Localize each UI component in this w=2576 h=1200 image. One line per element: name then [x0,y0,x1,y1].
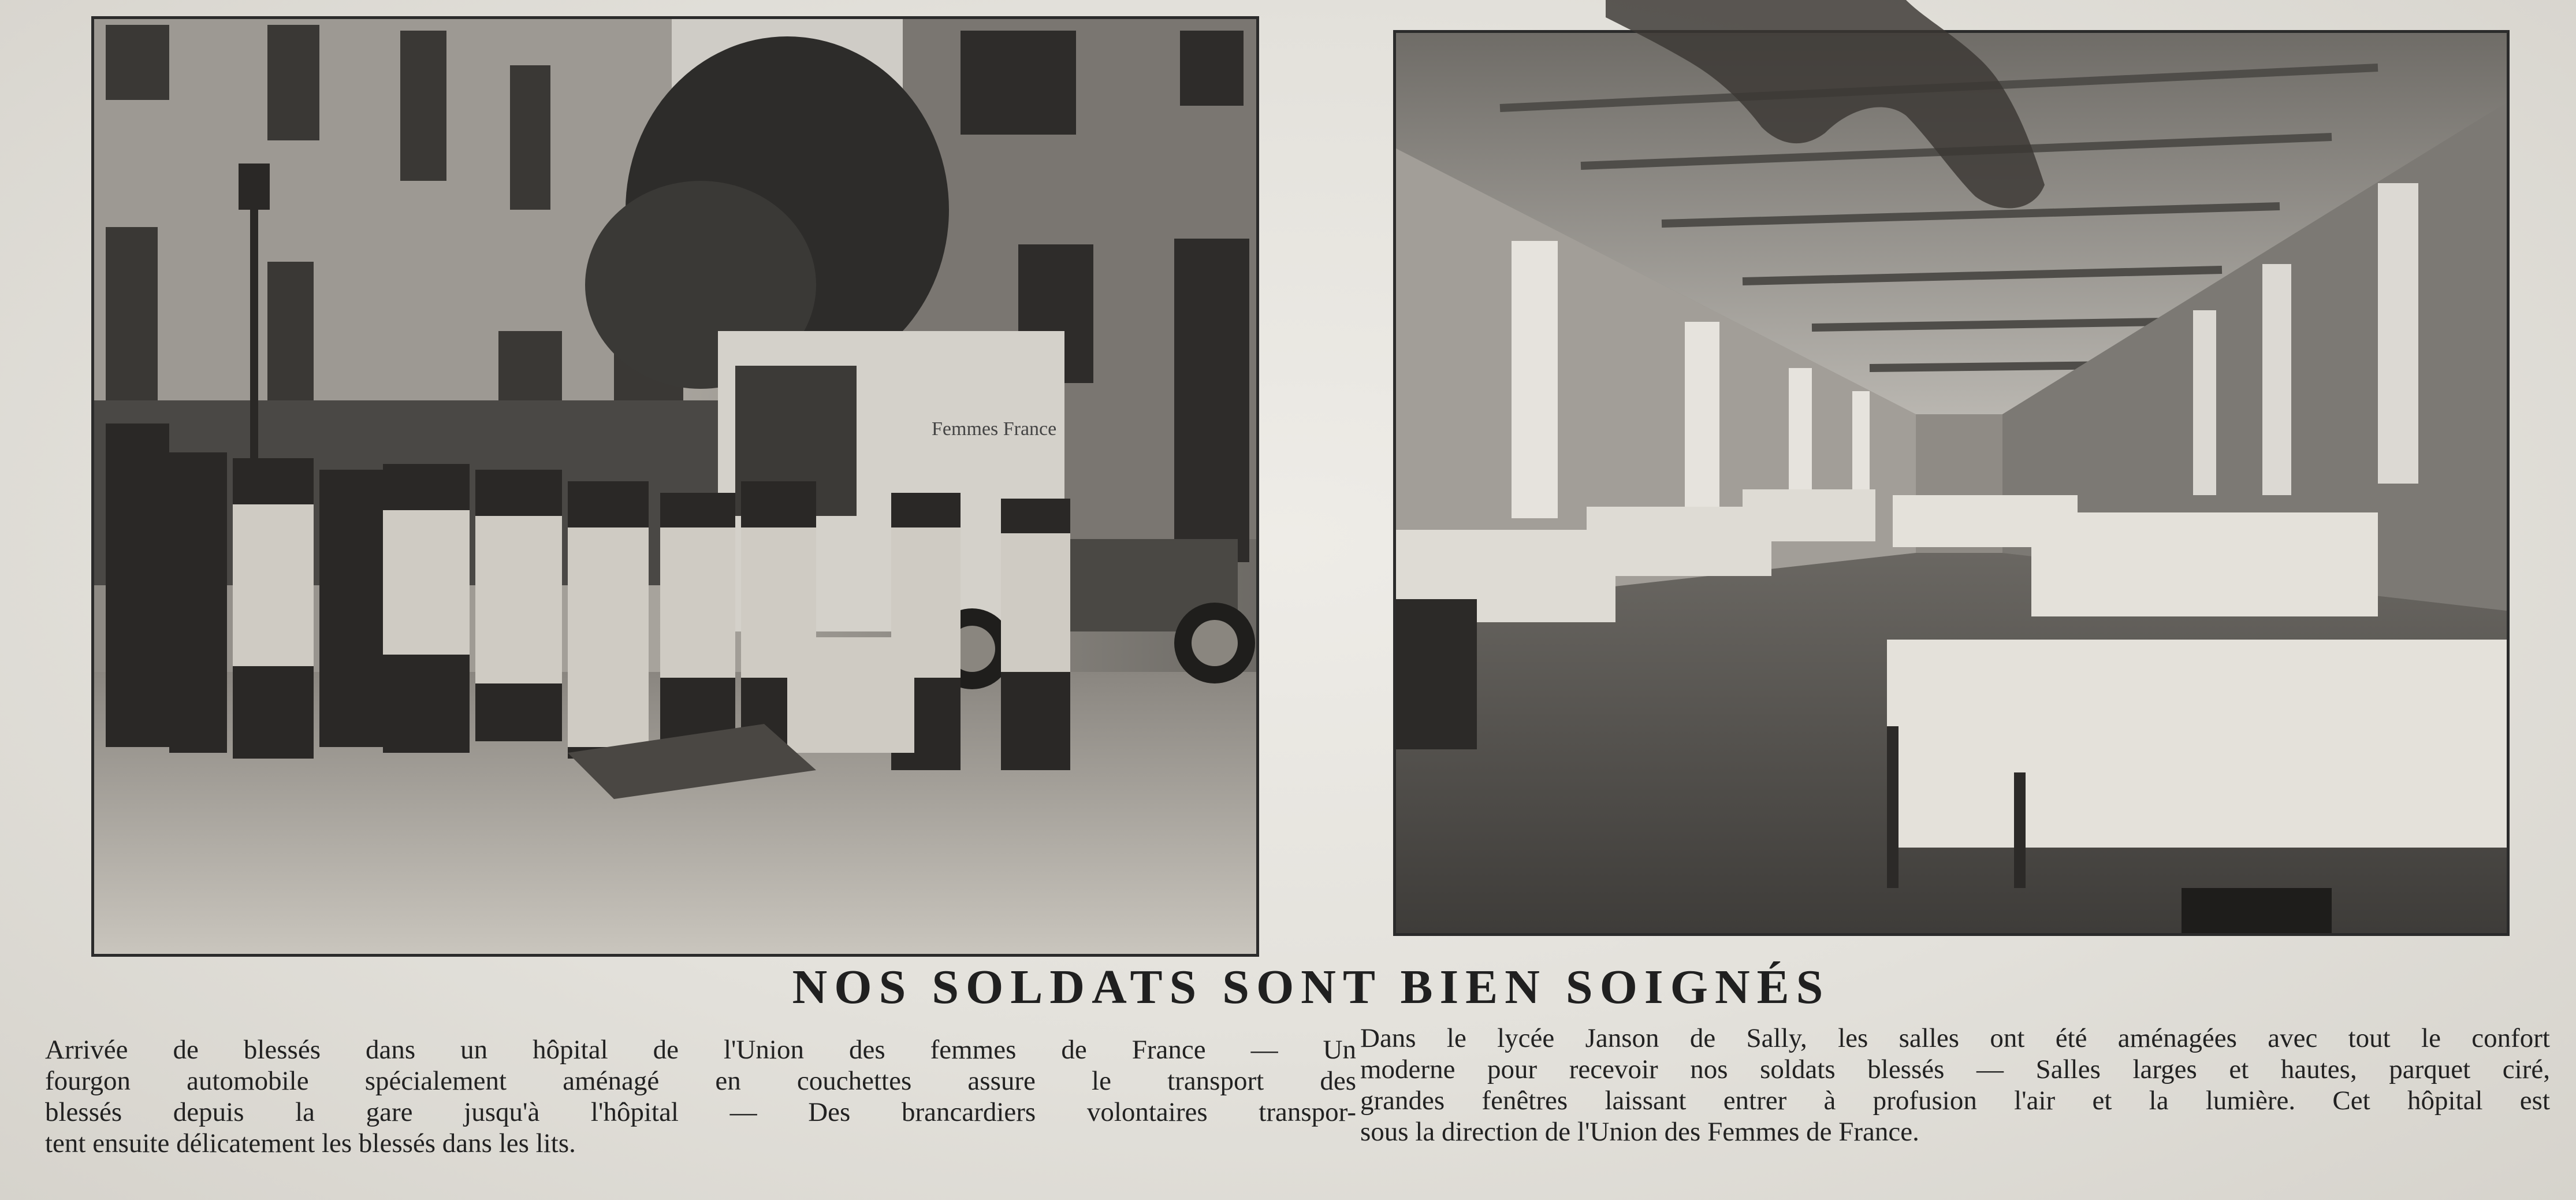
photo-ambulance-arrival-image [94,19,1256,954]
caption-hospital-ward [1360,1023,2550,1147]
caption-ambulance [45,1034,1356,1159]
caption-ambulance-line: Arrivée de blessés dans un hôpital de l'Union des femmes de France — Un [45,1035,1356,1065]
caption-ward-line: Dans le lycée Janson de Sally, les salles ont été aménagées avec tout le confort [1360,1023,2550,1053]
vehicle-marking: Femmes France [932,418,1057,440]
headline: NOS SOLDATS SONT BIEN SOIGNÉS [792,960,1830,1014]
caption-ambulance-line: fourgon automobile spécialement aménagé en couchettes assure le transport des [45,1066,1356,1096]
caption-ward-line: moderne pour recevoir nos soldats blessés — Salles larges et hautes, parquet ciré, [1360,1054,2550,1084]
caption-ward-line: sous la direction de l'Union des Femmes de France. [1360,1117,1919,1147]
caption-ambulance-line: tent ensuite délicatement les blessés dans les lits. [45,1128,576,1158]
ink-stain [1606,0,2068,220]
caption-ward-line: grandes fenêtres laissant entrer à profusion l'air et la lumière. Cet hôpital est [1360,1086,2550,1116]
photo-ambulance-arrival [91,16,1259,957]
caption-ambulance-line: blessés depuis la gare jusqu'à l'hôpital — Des brancardiers volontaires transpor- [45,1097,1356,1127]
